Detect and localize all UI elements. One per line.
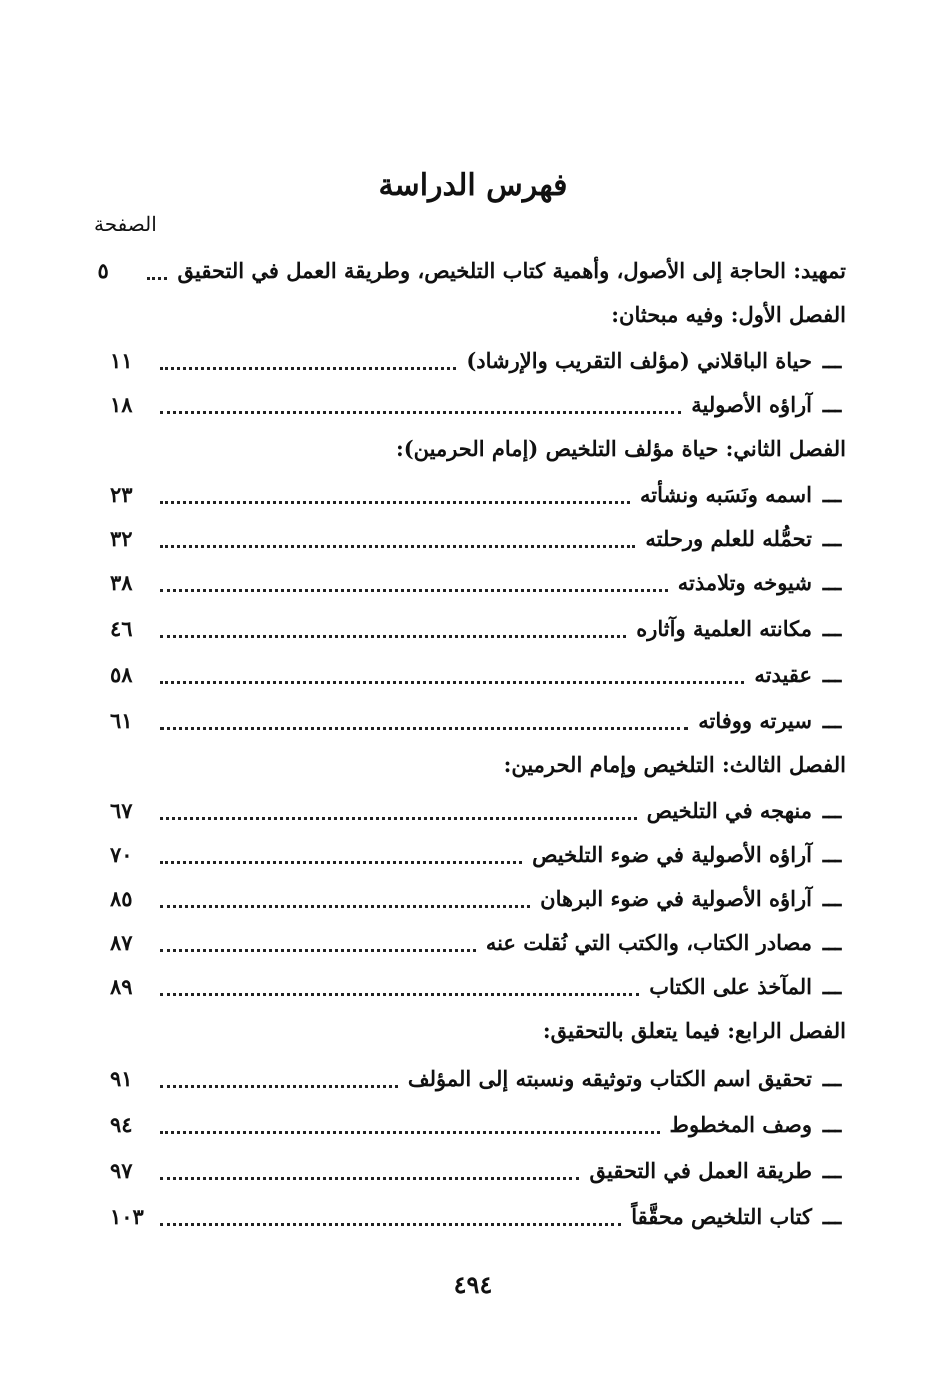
entry-dash: ـــ <box>822 1111 842 1137</box>
entry-dash: ـــ <box>822 347 842 373</box>
toc-entry-page: ٨٧ <box>110 929 133 955</box>
entry-dash: ـــ <box>822 1157 842 1183</box>
dot-leader <box>160 367 456 370</box>
page-title: فهرس الدراسة <box>378 168 568 203</box>
toc-entry[interactable] <box>110 1150 846 1190</box>
toc-entry[interactable] <box>110 1104 846 1144</box>
toc-entry-page: ٦١ <box>110 707 133 733</box>
toc-entry[interactable] <box>110 790 846 830</box>
dot-leader <box>160 1131 660 1134</box>
toc-entry-title: آراؤه الأصولية <box>691 391 812 417</box>
toc-entry-page: ٨٥ <box>110 885 133 911</box>
entry-dash: ـــ <box>822 797 842 823</box>
toc-entry[interactable] <box>110 922 846 962</box>
toc-entry[interactable] <box>110 384 846 424</box>
dot-leader <box>160 861 522 864</box>
toc-entry-page: ٥ <box>97 257 109 283</box>
dot-leader <box>160 1177 579 1180</box>
toc-entry-title: آراؤه الأصولية في ضوء التلخيص <box>532 841 812 867</box>
toc-entry-title: تحقيق اسم الكتاب وتوثيقه ونسبته إلى المؤلف <box>407 1065 812 1091</box>
dot-leader <box>160 681 744 684</box>
toc-entry-title: عقيدته <box>754 661 812 687</box>
entry-dash: ـــ <box>822 661 842 687</box>
chapter-heading: الفصل الرابع: فيما يتعلق بالتحقيق: <box>542 1017 846 1043</box>
toc-entry-page: ٣٨ <box>110 569 133 595</box>
toc-entry-page: ١٨ <box>110 391 133 417</box>
toc-entry-page: ٥٨ <box>110 661 133 687</box>
toc-entry[interactable] <box>110 878 846 918</box>
toc-entry-title: تمهيد: الحاجة إلى الأصول، وأهمية كتاب التلخيص، وطريقة العمل في التحقيق <box>177 257 846 283</box>
dot-leader <box>160 817 637 820</box>
toc-entry-title: منهجه في التلخيص <box>646 797 812 823</box>
page-number: ٤٩٤ <box>453 1270 493 1299</box>
dot-leader <box>160 635 626 638</box>
dot-leader <box>160 501 630 504</box>
toc-entry-title: اسمه ونَسَبه ونشأته <box>640 481 812 507</box>
entry-dash: ـــ <box>822 569 842 595</box>
toc-entry[interactable] <box>110 1058 846 1098</box>
entry-dash: ـــ <box>822 973 842 999</box>
toc-entry[interactable] <box>110 474 846 514</box>
toc-entry-title: مصادر الكتاب، والكتب التي نُقلت عنه <box>485 929 812 955</box>
toc-entry-page: ٢٣ <box>110 481 133 507</box>
dot-leader <box>160 589 668 592</box>
toc-entry-page: ٩٤ <box>110 1111 133 1137</box>
toc-entry-title: حياة الباقلاني (مؤلف التقريب والإرشاد) <box>466 347 812 373</box>
toc-entry-title: شيوخه وتلامذته <box>677 569 812 595</box>
toc-entry-page: ١١ <box>110 347 133 373</box>
dot-leader <box>160 905 530 908</box>
toc-entry[interactable] <box>110 608 846 648</box>
toc-entry-title: طريقة العمل في التحقيق <box>589 1157 812 1183</box>
toc-entry-title: كتاب التلخيص محقَّقاً <box>631 1203 812 1229</box>
toc-entry[interactable] <box>110 1196 846 1236</box>
dot-leader <box>160 411 681 414</box>
entry-dash: ـــ <box>822 885 842 911</box>
dot-leader <box>160 1223 621 1226</box>
entry-dash: ـــ <box>822 1065 842 1091</box>
page-column-label: الصفحة <box>94 212 157 236</box>
toc-entry-page: ٣٢ <box>110 525 133 551</box>
toc-entry-title: تحمُّله للعلم ورحلته <box>645 525 812 551</box>
entry-dash: ـــ <box>822 841 842 867</box>
toc-intro-row[interactable] <box>97 250 846 290</box>
entry-dash: ـــ <box>822 525 842 551</box>
toc-entry[interactable] <box>110 654 846 694</box>
toc-entry-page: ٩١ <box>110 1065 133 1091</box>
toc-entry-title: آراؤه الأصولية في ضوء البرهان <box>540 885 812 911</box>
toc-entry[interactable] <box>110 966 846 1006</box>
entry-dash: ـــ <box>822 481 842 507</box>
entry-dash: ـــ <box>822 1203 842 1229</box>
toc-entry-page: ٧٠ <box>110 841 133 867</box>
chapter-heading: الفصل الأول: وفيه مبحثان: <box>611 301 846 327</box>
dot-leader <box>160 1085 398 1088</box>
toc-entry[interactable] <box>110 562 846 602</box>
toc-entry[interactable] <box>110 340 846 380</box>
toc-entry-title: مكانته العلمية وآثاره <box>636 615 812 641</box>
dot-leader <box>160 727 688 730</box>
chapter-heading: الفصل الثالث: التلخيص وإمام الحرمين: <box>503 751 846 777</box>
chapter-heading: الفصل الثاني: حياة مؤلف التلخيص (إمام الحرمين): <box>395 435 846 461</box>
entry-dash: ـــ <box>822 707 842 733</box>
toc-entry-title: سيرته ووفاته <box>698 707 812 733</box>
toc-entry[interactable] <box>110 518 846 558</box>
dot-leader <box>147 277 167 280</box>
toc-entry[interactable] <box>110 700 846 740</box>
dot-leader <box>160 545 635 548</box>
dot-leader <box>160 949 476 952</box>
toc-entry-page: ٦٧ <box>110 797 133 823</box>
entry-dash: ـــ <box>822 929 842 955</box>
toc-entry[interactable] <box>110 834 846 874</box>
toc-entry-title: المآخذ على الكتاب <box>649 973 812 999</box>
toc-entry-page: ٩٧ <box>110 1157 133 1183</box>
dot-leader <box>160 993 639 996</box>
toc-entry-page: ٨٩ <box>110 973 133 999</box>
entry-dash: ـــ <box>822 391 842 417</box>
entry-dash: ـــ <box>822 615 842 641</box>
toc-entry-page: ٤٦ <box>110 615 133 641</box>
toc-entry-page: ١٠٣ <box>110 1203 144 1229</box>
toc-entry-title: وصف المخطوط <box>669 1111 812 1137</box>
